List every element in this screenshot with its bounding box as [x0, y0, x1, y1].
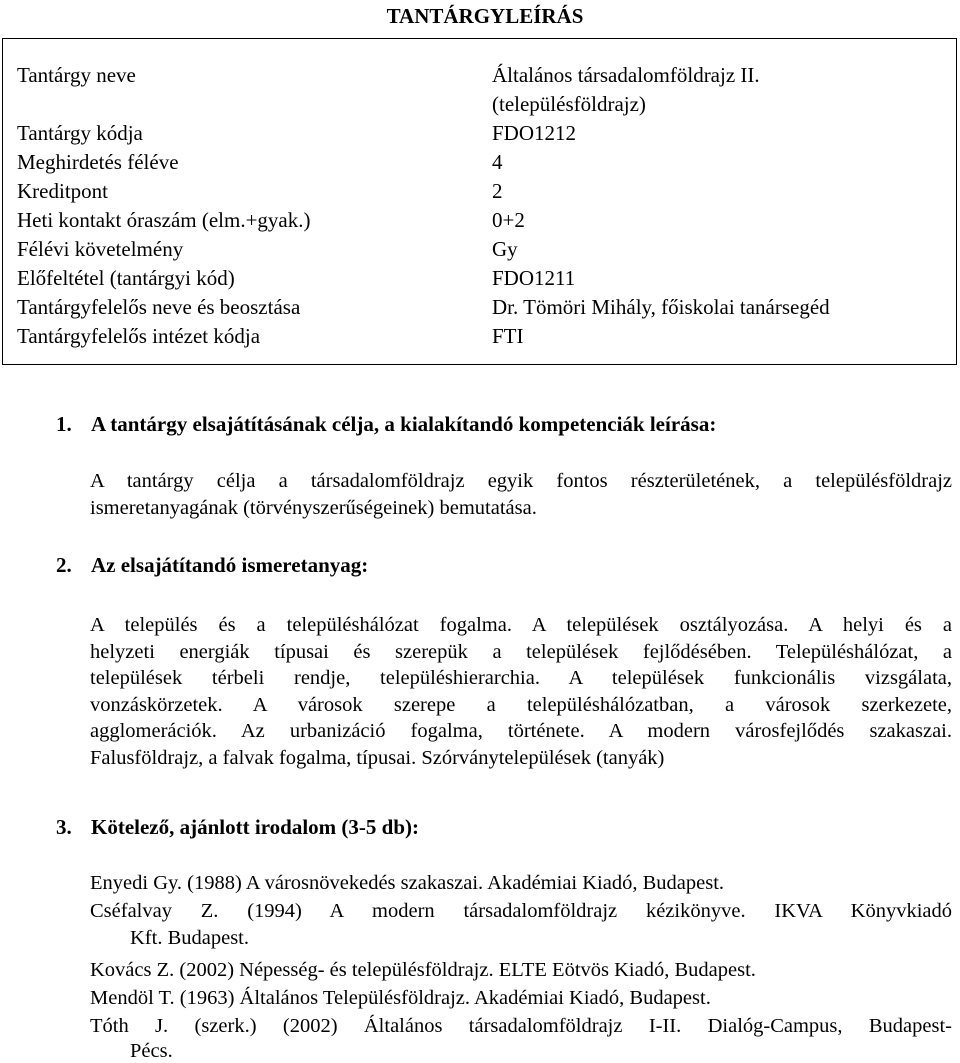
- info-label: Tantárgyfelelős intézet kódja: [17, 324, 261, 348]
- document-title: TANTÁRGYLEÍRÁS: [386, 4, 584, 28]
- paragraph-line: ismeretanyagának (törvényszerűségeinek) bemutatása.: [90, 496, 537, 519]
- section-1-body: [90, 468, 952, 521]
- reference-item: [90, 957, 952, 984]
- section-2-heading: [56, 551, 368, 580]
- course-info-table: [2, 38, 957, 365]
- reference-text: Cséfalvay Z. (1994) A modern társadalomföldrajz kézikönyve. IKVA Könyvkiadó: [90, 900, 952, 922]
- section-2-body: [90, 612, 952, 771]
- info-value: Dr. Tömöri Mihály, főiskolai tanársegéd: [492, 295, 830, 319]
- info-value: 0+2: [492, 208, 525, 232]
- info-value: FDO1211: [492, 266, 576, 290]
- paragraph-line: vonzáskörzetek. A városok szerepe a településhálózatban, a városok szerkezete,: [90, 693, 952, 716]
- paragraph-line: A tantárgy célja a társadalomföldrajz egyik fontos részterületének, a településföldrajz: [90, 470, 952, 492]
- info-value: FDO1212: [492, 121, 577, 145]
- paragraph-line: Falusföldrajz, a falvak fogalma, típusai. Szórványtelepülések (tanyák): [90, 746, 665, 769]
- section-title: Kötelező, ajánlott irodalom (3-5 db):: [91, 815, 419, 839]
- info-label: Tantárgy neve: [17, 63, 136, 87]
- section-number: 3.: [56, 815, 72, 839]
- info-label: Előfeltétel (tantárgyi kód): [17, 266, 235, 290]
- reference-item: [90, 1013, 952, 1062]
- info-label: Meghirdetés féléve: [17, 150, 179, 174]
- info-label: Tantárgyfelelős neve és beosztása: [17, 295, 301, 319]
- info-label: Tantárgy kódja: [17, 121, 143, 145]
- info-value: 4: [492, 150, 503, 174]
- section-1-heading: [56, 410, 716, 439]
- section-title: A tantárgy elsajátításának célja, a kialakítandó kompetenciák leírása:: [91, 412, 717, 436]
- reference-item: [90, 898, 952, 952]
- section-title: Az elsajátítandó ismeretanyag:: [91, 553, 369, 577]
- reference-text: Tóth J. (szerk.) (2002) Általános társadalomföldrajz I-II. Dialóg-Campus, Budapest-: [90, 1015, 952, 1037]
- paragraph-line: agglomerációk. Az urbanizáció fogalma, története. A modern városfejlődés szakaszai.: [90, 720, 952, 742]
- info-value-cont: (településföldrajz): [492, 92, 646, 116]
- reference-item: [90, 985, 952, 1012]
- reference-text: Mendöl T. (1963) Általános Településföldrajz. Akadémiai Kiadó, Budapest.: [90, 987, 711, 1009]
- section-number: 2.: [56, 553, 72, 577]
- reference-item: [90, 870, 952, 897]
- paragraph-line: települések térbeli rendje, településhierarchia. A települések funkcionális vizsgálata,: [90, 667, 952, 689]
- reference-text-cont: Pécs.: [130, 1040, 173, 1062]
- info-label: Kreditpont: [17, 179, 108, 203]
- section-3-heading: [56, 813, 419, 842]
- info-value: Általános társadalomföldrajz II.: [492, 63, 760, 87]
- section-number: 1.: [56, 412, 72, 436]
- reference-text: Enyedi Gy. (1988) A városnövekedés szakaszai. Akadémiai Kiadó, Budapest.: [90, 872, 725, 894]
- info-label: Félévi követelmény: [17, 237, 184, 261]
- paragraph-line: A település és a településhálózat fogalma. A települések osztályozása. A helyi és a: [90, 614, 952, 636]
- paragraph-line: helyzeti energiák típusai és szerepük a települések fejlődésében. Településhálózat, a: [90, 640, 952, 663]
- info-value: FTI: [492, 324, 524, 348]
- info-value: 2: [492, 179, 503, 203]
- info-label: Heti kontakt óraszám (elm.+gyak.): [17, 208, 311, 232]
- info-value: Gy: [492, 237, 518, 261]
- reference-text-cont: Kft. Budapest.: [130, 927, 249, 949]
- reference-text: Kovács Z. (2002) Népesség- és településföldrajz. ELTE Eötvös Kiadó, Budapest.: [90, 959, 756, 981]
